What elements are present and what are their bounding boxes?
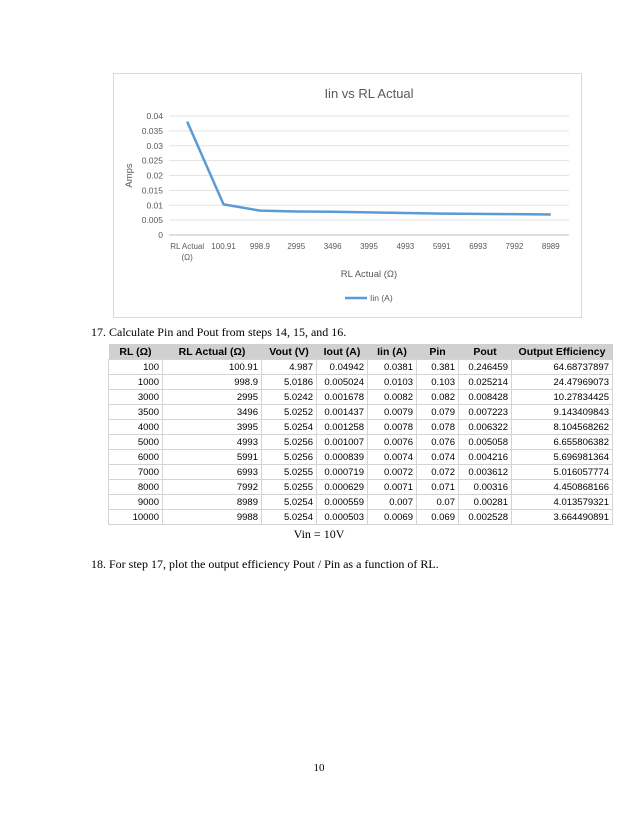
table-cell: 0.000559 xyxy=(317,495,368,510)
table-cell: 0.007 xyxy=(368,495,417,510)
table-row xyxy=(109,420,613,435)
table-header-row xyxy=(109,344,613,360)
table-cell: 0.072 xyxy=(417,465,459,480)
table-cell: 9.143409843 xyxy=(512,405,613,420)
table-header-cell: Pin xyxy=(417,344,459,360)
table-cell: 8.104568262 xyxy=(512,420,613,435)
legend-label: Iin (A) xyxy=(370,293,393,303)
table-cell: 0.000503 xyxy=(317,510,368,525)
table-cell: 0.005058 xyxy=(459,435,512,450)
table-row xyxy=(109,405,613,420)
table-cell: 100 xyxy=(109,360,163,375)
table-cell: 0.079 xyxy=(417,405,459,420)
y-tick-label: 0 xyxy=(158,230,163,240)
table-cell: 0.0071 xyxy=(368,480,417,495)
table-cell: 5.0254 xyxy=(262,510,317,525)
table-cell: 3500 xyxy=(109,405,163,420)
x-tick-label: (Ω) xyxy=(181,253,193,262)
table-cell: 5.016057774 xyxy=(512,465,613,480)
table-cell: 0.00281 xyxy=(459,495,512,510)
table-cell: 5.0252 xyxy=(262,405,317,420)
table-cell: 0.069 xyxy=(417,510,459,525)
table-cell: 64.68737897 xyxy=(512,360,613,375)
step-17-text: 17. Calculate Pin and Pout from steps 14, 15, and 16. xyxy=(91,325,347,339)
x-tick-label: 3995 xyxy=(360,242,378,251)
table-cell: 0.000839 xyxy=(317,450,368,465)
table-cell: 0.246459 xyxy=(459,360,512,375)
table-row xyxy=(109,495,613,510)
table-cell: 5.0254 xyxy=(262,495,317,510)
table-cell: 0.0103 xyxy=(368,375,417,390)
table-cell: 5.0255 xyxy=(262,465,317,480)
x-tick-label: 4993 xyxy=(396,242,415,251)
step-18-text: 18. For step 17, plot the output efficiency Pout / Pin as a function of RL. xyxy=(91,557,439,571)
table-cell: 9000 xyxy=(109,495,163,510)
table-cell: 0.000629 xyxy=(317,480,368,495)
table-cell: 0.000719 xyxy=(317,465,368,480)
chart-title: Iin vs RL Actual xyxy=(324,86,414,101)
table-cell: 0.002528 xyxy=(459,510,512,525)
table-cell: 0.082 xyxy=(417,390,459,405)
table-cell: 0.07 xyxy=(417,495,459,510)
table-cell: 5.696981364 xyxy=(512,450,613,465)
table-cell: 0.004216 xyxy=(459,450,512,465)
table-cell: 5.0255 xyxy=(262,480,317,495)
y-tick-label: 0.03 xyxy=(146,140,163,151)
table-cell: 7000 xyxy=(109,465,163,480)
table-cell: 0.0074 xyxy=(368,450,417,465)
table-cell: 2995 xyxy=(163,390,262,405)
table-cell: 5.0256 xyxy=(262,450,317,465)
x-axis-label: RL Actual (Ω) xyxy=(340,269,398,280)
table-cell: 0.078 xyxy=(417,420,459,435)
table-cell: 0.007223 xyxy=(459,405,512,420)
table-cell: 6000 xyxy=(109,450,163,465)
table-cell: 4000 xyxy=(109,420,163,435)
table-cell: 100.91 xyxy=(163,360,262,375)
table-cell: 0.001258 xyxy=(317,420,368,435)
table-cell: 3000 xyxy=(109,390,163,405)
table-cell: 0.0078 xyxy=(368,420,417,435)
x-tick-label: 6993 xyxy=(469,242,487,251)
x-tick-label: 2995 xyxy=(287,242,306,251)
table-cell: 0.003612 xyxy=(459,465,512,480)
table-header-cell: Pout xyxy=(459,344,512,360)
x-tick-label: 7992 xyxy=(505,242,524,251)
table-cell: 0.103 xyxy=(417,375,459,390)
table-cell: 998.9 xyxy=(163,375,262,390)
table-cell: 9988 xyxy=(163,510,262,525)
x-tick-label: 5991 xyxy=(432,242,451,251)
table-cell: 0.0076 xyxy=(368,435,417,450)
table-row xyxy=(109,465,613,480)
table-cell: 0.025214 xyxy=(459,375,512,390)
y-axis-label: Amps xyxy=(124,163,135,188)
table-cell: 5.0242 xyxy=(262,390,317,405)
table-cell: 4.013579321 xyxy=(512,495,613,510)
y-tick-label: 0.01 xyxy=(146,200,163,211)
series-line-iin xyxy=(187,122,551,215)
table-cell: 0.001437 xyxy=(317,405,368,420)
table-row xyxy=(109,435,613,450)
y-tick-label: 0.04 xyxy=(146,111,163,121)
table-row xyxy=(109,510,613,525)
x-tick-label: 3496 xyxy=(323,242,342,251)
table-cell: 0.008428 xyxy=(459,390,512,405)
table-row xyxy=(109,360,613,375)
table-cell: 10.27834425 xyxy=(512,390,613,405)
x-tick-label: 8989 xyxy=(541,242,560,251)
table-cell: 0.0079 xyxy=(368,405,417,420)
table-cell: 5991 xyxy=(163,450,262,465)
table-cell: 6993 xyxy=(163,465,262,480)
table-header-cell: Iin (A) xyxy=(368,344,417,360)
y-tick-label: 0.015 xyxy=(141,185,163,196)
chart-svg xyxy=(114,74,583,319)
table-cell: 0.001007 xyxy=(317,435,368,450)
table-cell: 0.0072 xyxy=(368,465,417,480)
y-tick-label: 0.025 xyxy=(141,155,163,166)
table-cell: 3.664490891 xyxy=(512,510,613,525)
table-cell: 5.0186 xyxy=(262,375,317,390)
table-cell: 4.987 xyxy=(262,360,317,375)
table-header-cell: Output Efficiency xyxy=(512,344,613,360)
table-cell: 7992 xyxy=(163,480,262,495)
table-cell: 0.005024 xyxy=(317,375,368,390)
table-cell: 1000 xyxy=(109,375,163,390)
iin-vs-rl-chart xyxy=(113,73,582,318)
table-cell: 3496 xyxy=(163,405,262,420)
table-cell: 5.0254 xyxy=(262,420,317,435)
table-cell: 0.071 xyxy=(417,480,459,495)
table-row xyxy=(109,450,613,465)
table-row xyxy=(109,375,613,390)
table-header-cell: Iout (A) xyxy=(317,344,368,360)
table-cell: 0.0381 xyxy=(368,360,417,375)
table-cell: 5000 xyxy=(109,435,163,450)
table-cell: 3995 xyxy=(163,420,262,435)
table-header-cell: RL (Ω) xyxy=(109,344,163,360)
x-tick-label: 100.91 xyxy=(211,242,236,251)
table-cell: 0.00316 xyxy=(459,480,512,495)
table-cell: 6.655806382 xyxy=(512,435,613,450)
y-tick-label: 0.035 xyxy=(141,125,163,136)
table-cell: 8000 xyxy=(109,480,163,495)
table-header-cell: RL Actual (Ω) xyxy=(163,344,262,360)
page-number: 10 xyxy=(313,762,325,774)
x-tick-label: 998.9 xyxy=(249,242,270,251)
table-cell: 0.04942 xyxy=(317,360,368,375)
y-tick-label: 0.02 xyxy=(146,170,163,181)
table-cell: 4.450868166 xyxy=(512,480,613,495)
table-cell: 0.0082 xyxy=(368,390,417,405)
table-cell: 10000 xyxy=(109,510,163,525)
x-tick-label: RL Actual xyxy=(170,242,205,251)
table-cell: 0.076 xyxy=(417,435,459,450)
table-cell: 5.0256 xyxy=(262,435,317,450)
table-cell: 24.47969073 xyxy=(512,375,613,390)
table-body xyxy=(109,360,613,525)
table-cell: 0.074 xyxy=(417,450,459,465)
table-cell: 0.381 xyxy=(417,360,459,375)
vin-note: Vin = 10V xyxy=(293,527,345,541)
table-cell: 0.001678 xyxy=(317,390,368,405)
table-row xyxy=(109,390,613,405)
y-tick-label: 0.005 xyxy=(141,215,163,226)
table-cell: 0.0069 xyxy=(368,510,417,525)
table-cell: 0.006322 xyxy=(459,420,512,435)
table-cell: 8989 xyxy=(163,495,262,510)
table-cell: 4993 xyxy=(163,435,262,450)
results-table xyxy=(108,344,613,525)
table-row xyxy=(109,480,613,495)
table-header-cell: Vout (V) xyxy=(262,344,317,360)
